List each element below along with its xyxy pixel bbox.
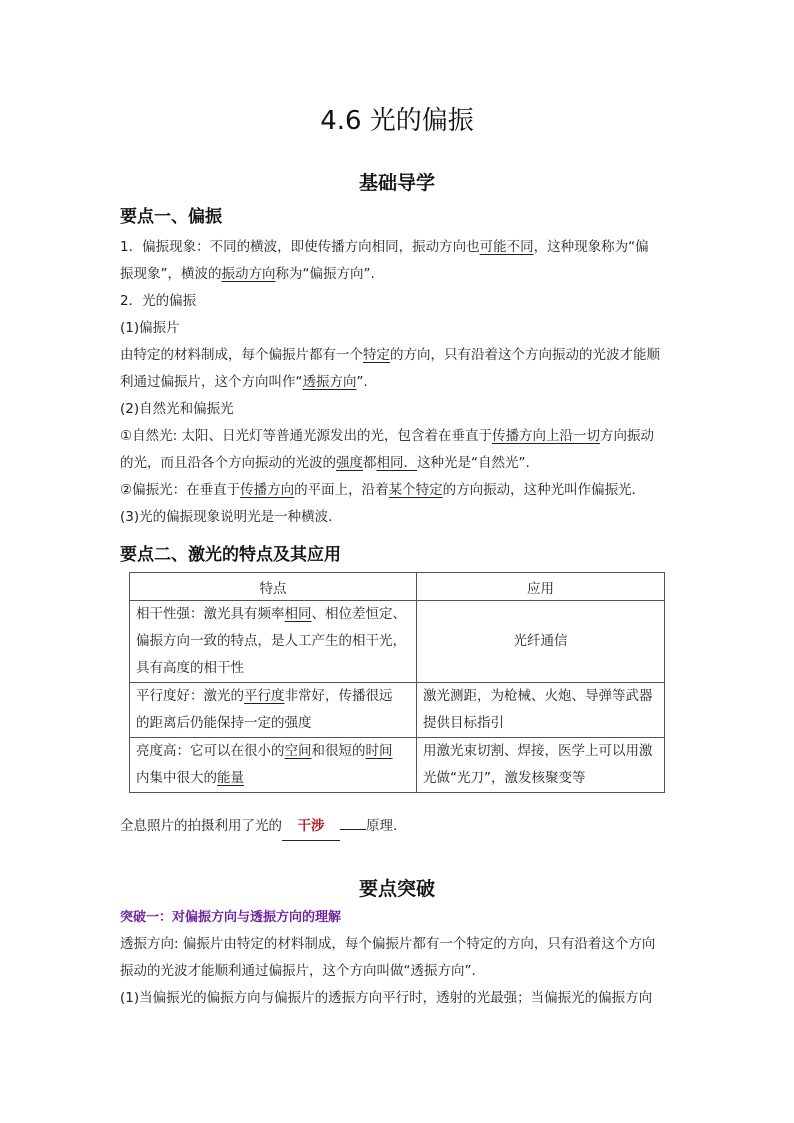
text-segment: 振现象”，横波的 <box>120 266 222 282</box>
text-segment: 内集中很大的 <box>136 770 217 786</box>
feature-parallelism <box>130 683 417 738</box>
application-ranging <box>417 683 665 738</box>
underlined-term: 时间 <box>365 743 393 759</box>
paragraph-natural-light <box>120 423 676 477</box>
text-segment: 由特定的材料制成，每个偏振片都有一个 <box>120 347 363 363</box>
paragraph-polarizer: (1)偏振片 <box>120 320 180 336</box>
underlined-term: 某个特定 <box>388 482 443 498</box>
answer-blank <box>282 813 340 841</box>
text-segment: 都 <box>363 455 377 471</box>
text-segment: 提供目标指引 <box>423 715 504 731</box>
text-segment: 方向振动 <box>599 428 654 444</box>
underlined-term: 特定 <box>363 347 390 363</box>
table-header-feature: 特点 <box>130 573 417 601</box>
text-segment: 称为“偏振方向”. <box>275 266 375 282</box>
text-segment: 这种光是“自然光”. <box>417 455 530 471</box>
application-fiber: 光纤通信 <box>417 601 665 683</box>
feature-coherence <box>130 601 417 683</box>
text-segment: ，这种现象称为“偏 <box>533 239 649 255</box>
text-segment: 的光，而且沿各个方向振动的光波的 <box>120 455 336 471</box>
breakthrough-one-body <box>120 931 676 1012</box>
text-segment: 具有高度的相干性 <box>136 660 244 676</box>
point-one-body <box>120 234 676 531</box>
underlined-term: 可能不同 <box>479 239 534 255</box>
text-segment: 的方向振动，这种光叫作偏振光． <box>442 482 646 498</box>
paragraph-natural-and-polarized: (2)自然光和偏振光 <box>120 401 234 417</box>
section-heading-basics: 基础导学 <box>358 172 435 194</box>
text-segment: 振动的光波才能顺利通过偏振片，这个方向叫做“透振方向”. <box>120 963 476 979</box>
text-segment: 的平面上，沿着 <box>294 482 389 498</box>
answer-text: 干涉 <box>297 818 325 834</box>
paragraph-light-polarization: 2．光的偏振 <box>120 293 197 309</box>
point-one-heading: 要点一、偏振 <box>120 207 222 227</box>
paragraph-polarization-phenomenon <box>120 234 676 288</box>
text-segment: ①自然光: 太阳、日光灯等普通光源发出的光，包含着在垂直于 <box>120 428 492 444</box>
hologram-sentence <box>120 813 676 841</box>
paragraph-transmission-axis <box>120 931 676 985</box>
text-segment: ②偏振光：在垂直于 <box>120 482 241 498</box>
section-heading-breakthrough: 要点突破 <box>358 878 435 900</box>
text-segment: 和很短的 <box>311 743 366 759</box>
table-header-row <box>130 573 665 601</box>
text-segment: 的方向，只有沿着这个方向振动的光波才能顺 <box>390 347 660 363</box>
text-segment: 平行度好：激光的 <box>136 688 244 704</box>
paragraph-polarized-light <box>120 477 676 504</box>
text-segment: 透振方向: 偏振片由特定的材料制成，每个偏振片都有一个特定的方向，只有沿着这个方向 <box>120 936 656 952</box>
underlined-term: 传播方向 <box>240 482 295 498</box>
text-segment: 用激光束切割、焊接，医学上可以用激 <box>423 743 653 759</box>
paragraph-polarizer-desc <box>120 342 676 396</box>
text-segment: ”. <box>356 374 368 390</box>
underlined-term: 相同 <box>284 606 312 622</box>
breakthrough-title: 突破一：对偏振方向与透振方向的理解 <box>120 910 342 925</box>
blank-tail <box>340 829 366 830</box>
text-segment: 光做“光刀”，激发核聚变等 <box>423 770 586 786</box>
paragraph-parallel-case: (1)当偏振光的偏振方向与偏振片的透振方向平行时，透射的光最强；当偏振光的偏振方向 <box>120 990 653 1006</box>
text-segment: 1．偏振现象：不同的横波，即使传播方向相同，振动方向也 <box>120 239 480 255</box>
breakthrough-one-heading <box>120 904 676 931</box>
text-segment: 非常好，传播很远 <box>284 688 393 704</box>
point-two-heading: 要点二、激光的特点及其应用 <box>120 545 341 565</box>
text-segment: 亮度高：它可以在很小的 <box>136 743 285 759</box>
underlined-term: 平行度 <box>244 688 285 704</box>
text-segment: 相干性强：激光具有频率 <box>136 606 285 622</box>
underlined-term: 振动方向 <box>221 266 276 282</box>
table-row <box>130 683 665 738</box>
table-header-application: 应用 <box>417 573 665 601</box>
underlined-term: 强度 <box>336 455 363 471</box>
underlined-term: 相同． <box>376 455 417 471</box>
text-segment: 、相位差恒定、 <box>311 606 406 622</box>
table-row <box>130 738 665 793</box>
application-cutting <box>417 738 665 793</box>
underlined-term: 空间 <box>284 743 312 759</box>
paragraph-transverse-wave: (3)光的偏振现象说明光是一种横波． <box>120 509 342 525</box>
text-segment: 全息照片的拍摄利用了光的 <box>120 818 282 834</box>
underlined-term: 传播方向上沿一切 <box>491 428 600 444</box>
feature-brightness <box>130 738 417 793</box>
document-title: 4.6 光的偏振 <box>320 106 474 136</box>
text-segment: 的距离后仍能保持一定的强度 <box>136 715 312 731</box>
text-segment: 偏振方向一致的特点，是人工产生的相干光， <box>136 633 406 649</box>
text-segment: 原理. <box>366 818 398 834</box>
laser-features-table <box>129 572 665 793</box>
underlined-term: 透振方向 <box>302 374 357 390</box>
text-segment: 激光测距，为枪械、火炮、导弹等武器 <box>423 688 653 704</box>
text-segment: 利通过偏振片，这个方向叫作“ <box>120 374 303 390</box>
underlined-term: 能量 <box>217 770 244 786</box>
table-row <box>130 601 665 683</box>
